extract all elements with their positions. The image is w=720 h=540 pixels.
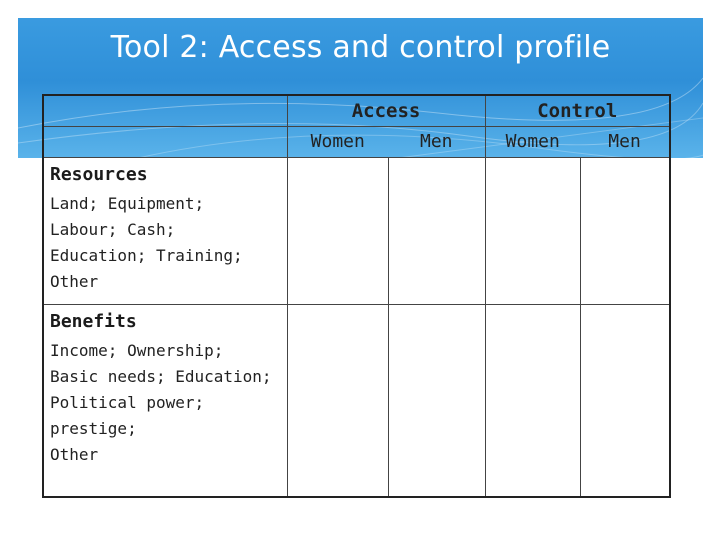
- row-items: Income; Ownership; Basic needs; Education; Political power; prestige; Other: [50, 341, 272, 464]
- access-control-table-wrapper: [42, 94, 671, 498]
- cell-resources-access-men: [388, 158, 485, 305]
- cell-benefits-control-women: [485, 305, 580, 498]
- header-access-women: Women: [287, 127, 388, 158]
- cell-benefits-access-men: [388, 305, 485, 498]
- header-corner-cell: [43, 95, 287, 127]
- cell-benefits-control-men: [580, 305, 670, 498]
- header-control-women: Women: [485, 127, 580, 158]
- header-control-men: Men: [580, 127, 670, 158]
- header-control: Control: [485, 95, 670, 127]
- table-row: [43, 158, 670, 305]
- row-title: Benefits: [50, 311, 137, 332]
- header-row-subgroups: [43, 127, 670, 158]
- cell-resources-control-men: [580, 158, 670, 305]
- access-control-table: [42, 94, 671, 498]
- header-corner-cell-lower: [43, 127, 287, 158]
- header-access-men: Men: [388, 127, 485, 158]
- row-title: Resources: [50, 164, 148, 185]
- row-label-benefits: [43, 305, 287, 498]
- header-row-groups: [43, 95, 670, 127]
- table-row: [43, 305, 670, 498]
- cell-resources-access-women: [287, 158, 388, 305]
- slide-title: Tool 2: Access and control profile: [110, 30, 611, 65]
- cell-resources-control-women: [485, 158, 580, 305]
- row-label-resources: [43, 158, 287, 305]
- row-items: Land; Equipment; Labour; Cash; Education; Training; Other: [50, 194, 243, 291]
- cell-benefits-access-women: [287, 305, 388, 498]
- header-access: Access: [287, 95, 485, 127]
